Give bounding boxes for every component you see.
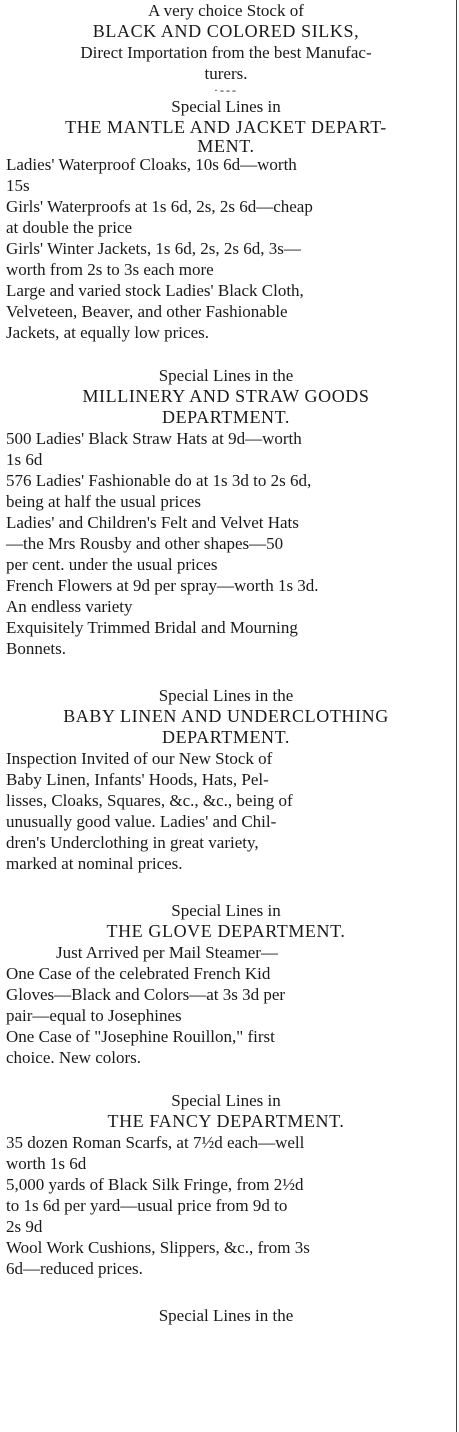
spacer	[0, 874, 452, 900]
list-item: Exquisitely Trimmed Bridal and Mourning Bonnets.	[6, 618, 298, 658]
list-item: 576 Ladies' Fashionable do at 1s 3d to 2s 6d, being at half the usual prices	[6, 471, 312, 511]
section-subheading: Special Lines in	[171, 901, 281, 920]
list-item: One Case of "Josephine Rouillon," first choice. New colors.	[6, 1027, 275, 1067]
intro-section	[0, 0, 452, 84]
section-heading: MILLINERY AND STRAW GOODS	[82, 386, 370, 406]
section-heading: THE GLOVE DEPARTMENT.	[106, 921, 346, 941]
list-item: Wool Work Cushions, Slippers, &c., from 3s 6d—reduced prices.	[6, 1238, 310, 1278]
intro-line: Direct Importation from the best Manufac-	[80, 43, 372, 62]
list-item: One Case of the celebrated French Kid Gloves—Black and Colors—at 3s 3d per pair—equal to Josephines	[6, 964, 286, 1025]
spacer	[0, 343, 452, 365]
spacer	[0, 1279, 452, 1305]
baby-linen-section	[0, 685, 452, 874]
spacer	[0, 659, 452, 685]
list-item: 500 Ladies' Black Straw Hats at 9d—worth 1s 6d	[6, 429, 302, 469]
list-item: Inspection Invited of our New Stock of Baby Linen, Infants' Hoods, Hats, Pel- lisses, Cloaks, Squares, &c., &c., being of unusually good value. Ladies' and Chil- dren's Underclothing in great variety, marked at nominal prices.	[6, 749, 293, 873]
section-heading: BABY LINEN AND UNDERCLOTHING	[63, 706, 389, 726]
silks-heading: BLACK AND COLORED SILKS,	[92, 21, 360, 41]
section-subheading: Special Lines in	[171, 1091, 281, 1110]
fancy-section	[0, 1090, 452, 1279]
mantle-section	[0, 96, 452, 343]
section-heading: DEPARTMENT.	[161, 727, 291, 747]
list-item: French Flowers at 9d per spray—worth 1s 3d. An endless variety	[6, 576, 319, 616]
list-item: 5,000 yards of Black Silk Fringe, from 2½d to 1s 6d per yard—usual price from 9d to 2s 9d	[6, 1175, 304, 1236]
millinery-section	[0, 365, 452, 659]
glove-subhead: Just Arrived per Mail Steamer—	[56, 943, 278, 962]
section-subheading: Special Lines in	[171, 97, 281, 116]
section-heading: THE MANTLE AND JACKET DEPART-	[65, 117, 387, 137]
section-subheading: Special Lines in the	[158, 686, 294, 705]
section-subheading: Special Lines in the	[158, 366, 294, 385]
spacer	[0, 1068, 452, 1090]
intro-line: turers.	[204, 64, 248, 83]
section-heading: MENT.	[197, 136, 255, 156]
list-item: Girls' Winter Jackets, 1s 6d, 2s, 2s 6d, 3s— worth from 2s to 3s each more	[6, 239, 301, 279]
list-item: Girls' Waterproofs at 1s 6d, 2s, 2s 6d—cheap at double the price	[6, 197, 313, 237]
list-item: Ladies' and Children's Felt and Velvet Hats —the Mrs Rousby and other shapes—50 per cent. under the usual prices	[6, 513, 299, 574]
list-item: 35 dozen Roman Scarfs, at 7½d each—well worth 1s 6d	[6, 1133, 305, 1173]
list-item: Ladies' Waterproof Cloaks, 10s 6d—worth 15s	[6, 155, 297, 195]
column-rule	[456, 0, 457, 1432]
section-subheading: Special Lines in the	[158, 1306, 294, 1325]
section-heading: DEPARTMENT.	[161, 407, 291, 427]
section-heading: THE FANCY DEPARTMENT.	[107, 1111, 345, 1131]
intro-line: A very choice Stock of	[148, 1, 304, 20]
list-item: Large and varied stock Ladies' Black Cloth, Velveteen, Beaver, and other Fashionable Jackets, at equally low prices.	[6, 281, 304, 342]
section-separator: ·---	[214, 83, 238, 97]
glove-section	[0, 900, 452, 1068]
